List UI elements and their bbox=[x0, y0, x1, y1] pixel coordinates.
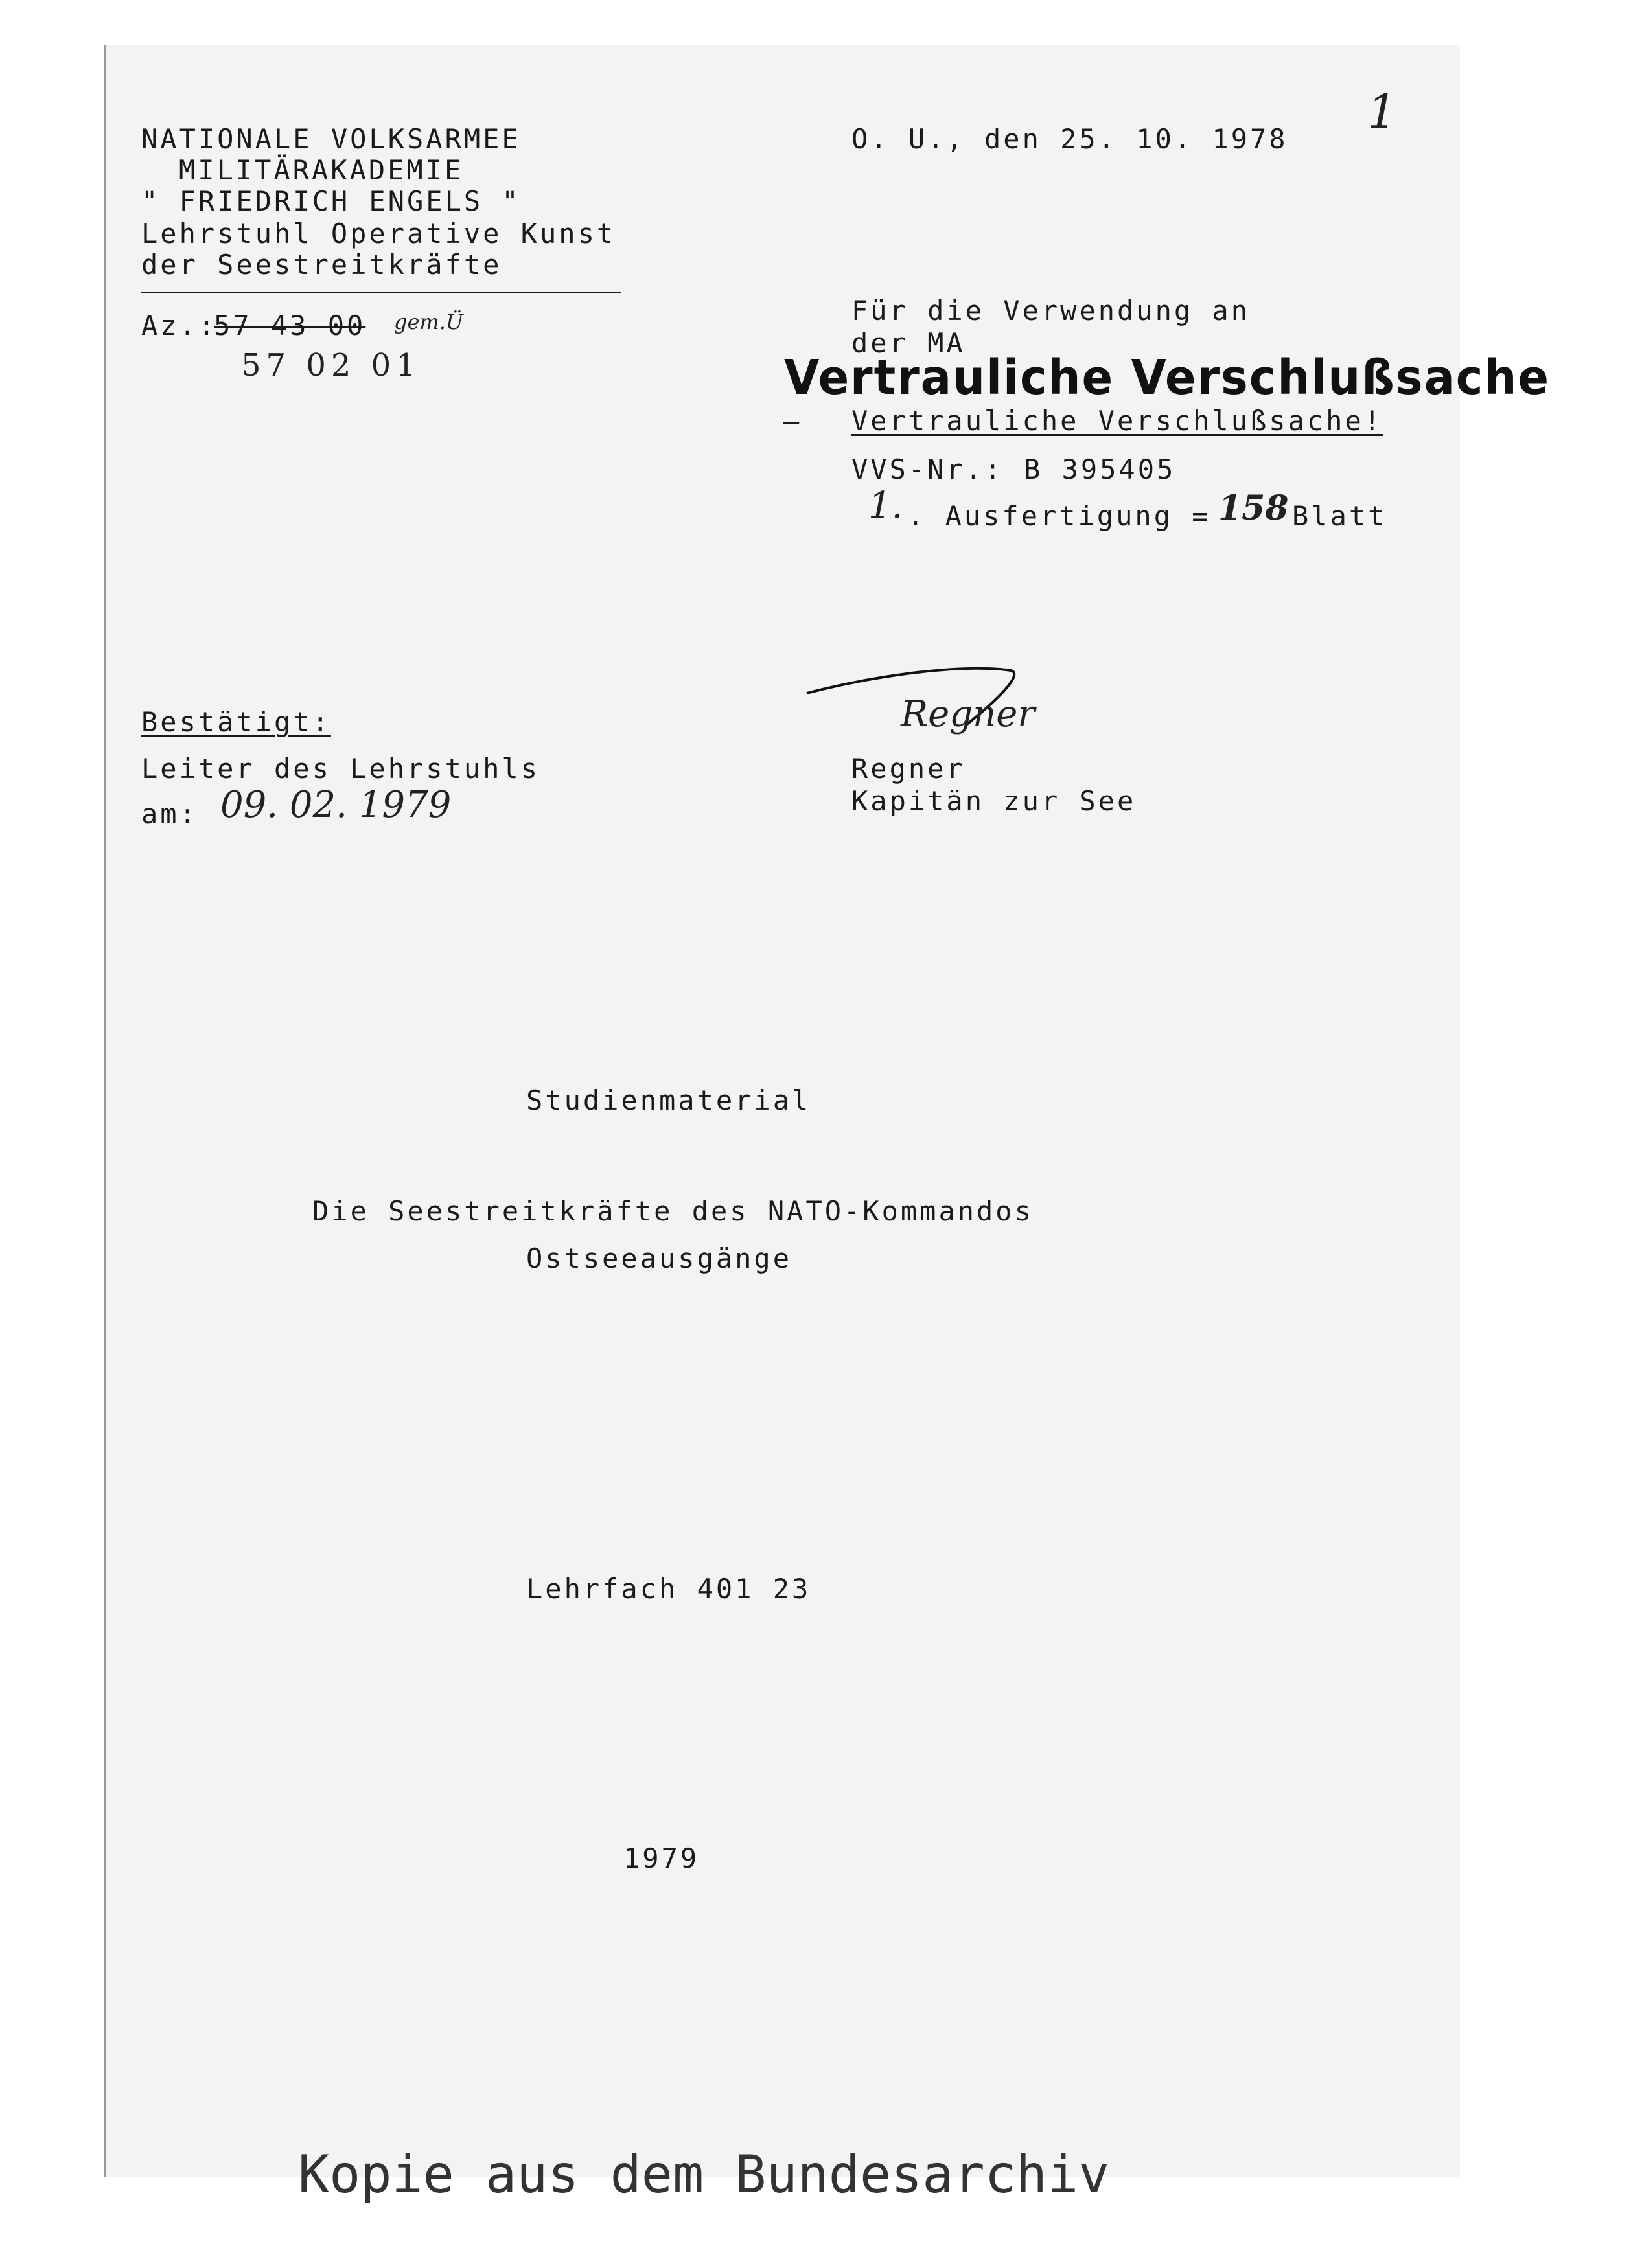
subject-number: Lehrfach 401 23 bbox=[526, 1573, 811, 1605]
document-title-line-1: Die Seestreitkräfte des NATO-Kommandos bbox=[312, 1195, 1034, 1227]
approval-date-label: am: bbox=[141, 798, 198, 830]
org-line-3: " FRIEDRICH ENGELS " bbox=[141, 185, 521, 217]
sheet-label: Blatt bbox=[1292, 500, 1387, 532]
signature: Regner bbox=[901, 693, 1035, 735]
sheet-count: 158 bbox=[1218, 488, 1289, 528]
approval-confirmed: Bestätigt: bbox=[141, 706, 331, 738]
document-year: 1979 bbox=[623, 1842, 700, 1874]
approval-date-value: 09. 02. 1979 bbox=[220, 784, 452, 826]
usage-line-1: Für die Verwendung an bbox=[851, 295, 1251, 326]
header-rule bbox=[141, 292, 621, 293]
signatory-rank: Kapitän zur See bbox=[851, 785, 1137, 817]
file-ref-new-number: 57 02 01 bbox=[241, 347, 421, 384]
vvs-label: VVS-Nr.: bbox=[851, 453, 1004, 485]
org-line-5: der Seestreitkräfte bbox=[141, 249, 502, 281]
approval-role: Leiter des Lehrstuhls bbox=[141, 753, 540, 785]
document-title-line-2: Ostseeausgänge bbox=[526, 1243, 792, 1274]
vvs-number: B 395405 bbox=[1024, 453, 1176, 485]
org-line-1: NATIONALE VOLKSARMEE bbox=[141, 123, 521, 155]
archive-footer: Kopie aus dem Bundesarchiv bbox=[298, 2144, 1110, 2205]
classification-dash: – bbox=[783, 405, 802, 437]
copy-label: . Ausfertigung = bbox=[907, 500, 1211, 532]
date-line: O. U., den 25. 10. 1978 bbox=[851, 123, 1288, 155]
org-line-4: Lehrstuhl Operative Kunst bbox=[141, 218, 616, 249]
file-ref-old-number: 57 43 00 bbox=[214, 310, 366, 341]
org-line-2: MILITÄRAKADEMIE bbox=[179, 154, 464, 186]
file-ref-old-note: gem.Ü bbox=[394, 310, 463, 334]
signatory-name: Regner bbox=[851, 753, 966, 785]
usage-line-2: der MA bbox=[851, 327, 966, 359]
copy-number: 1. bbox=[868, 485, 903, 527]
page-number: 1 bbox=[1367, 84, 1397, 139]
file-ref-label: Az.: bbox=[141, 310, 218, 341]
classification-typed: Vertrauliche Verschlußsache! bbox=[851, 405, 1383, 437]
document-type: Studienmaterial bbox=[526, 1084, 811, 1116]
classification-stamp: Vertrauliche Verschlußsache bbox=[784, 350, 1550, 406]
